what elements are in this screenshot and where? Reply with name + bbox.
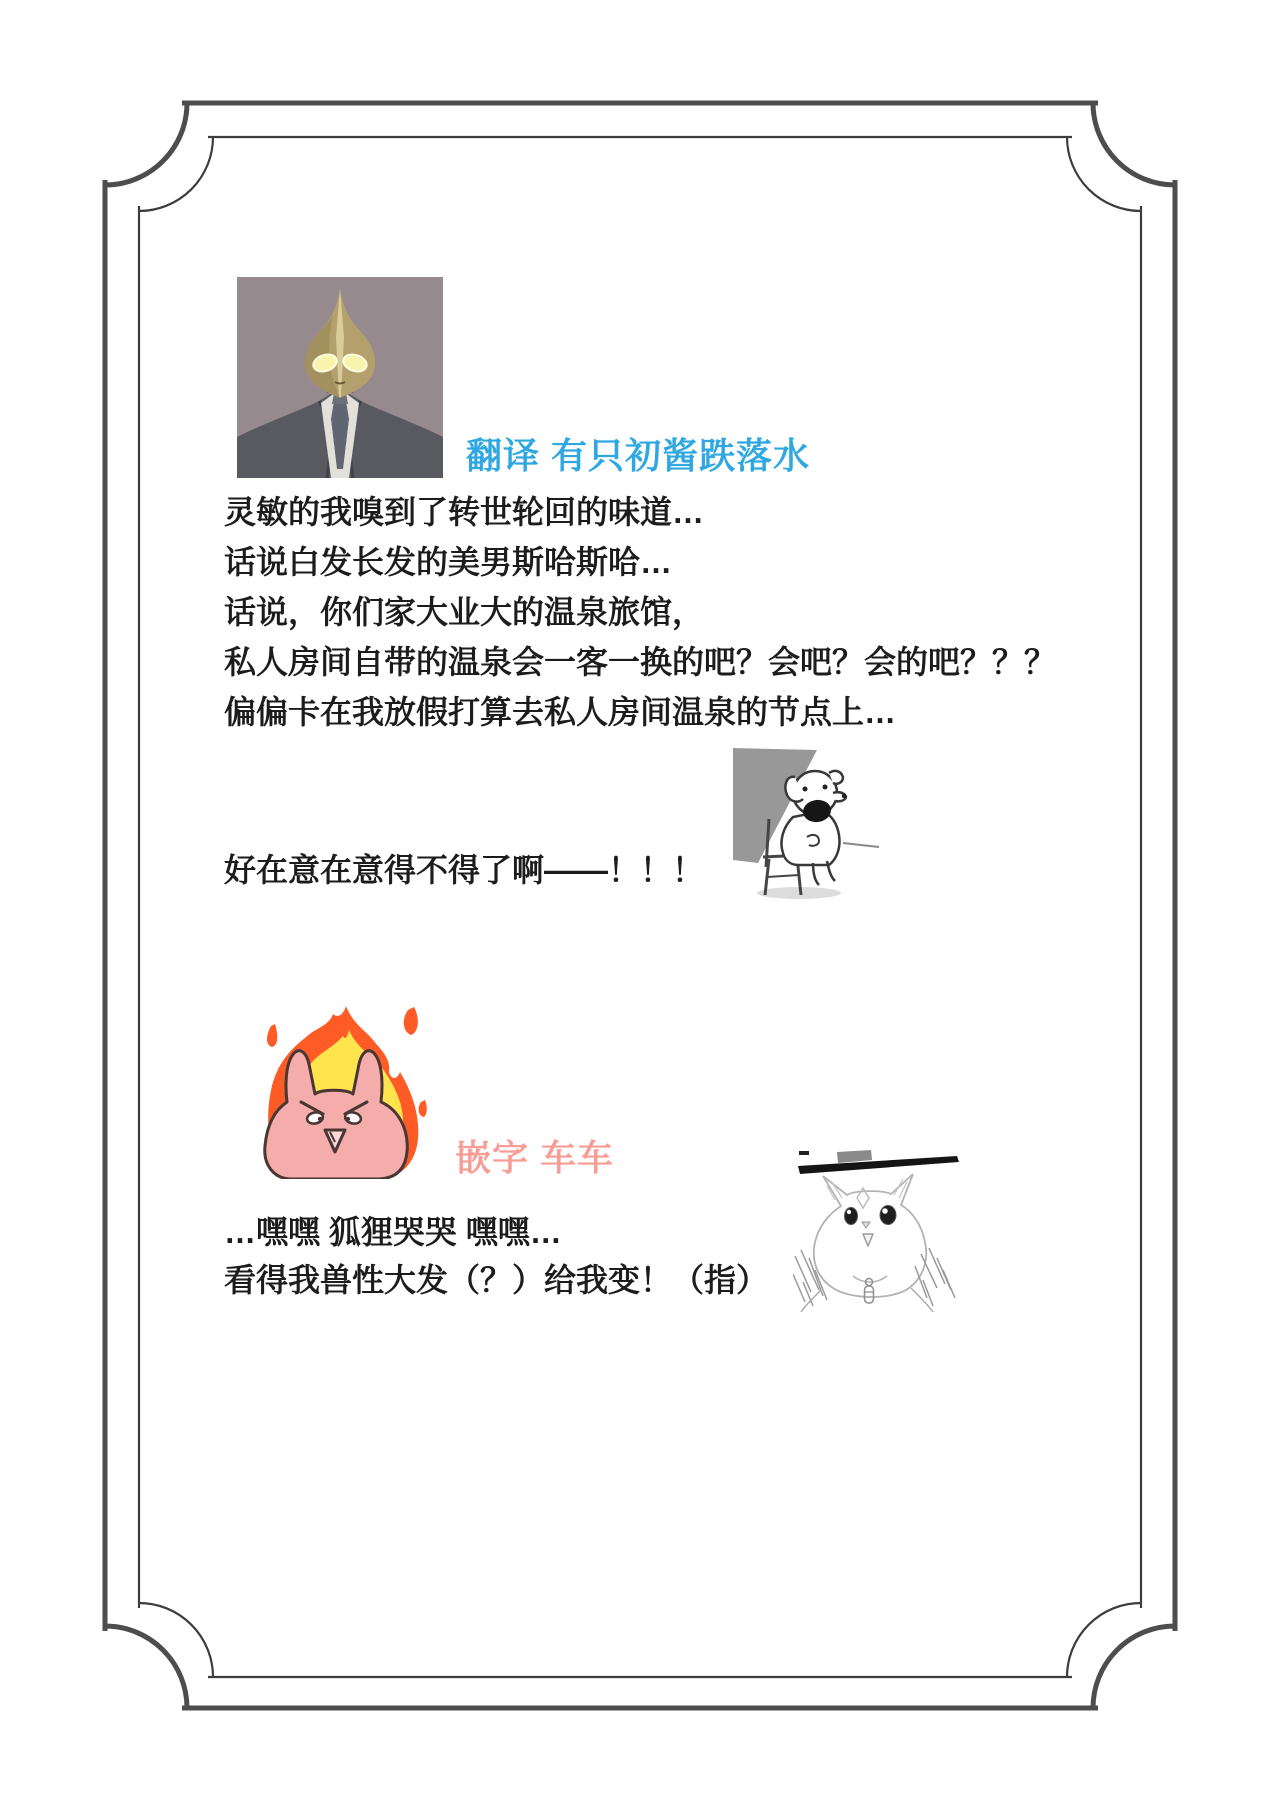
comment-line: 话说，你们家大业大的温泉旅馆， [224, 594, 705, 630]
screaming-dog-meme-image [733, 745, 885, 902]
comment-line: 看得我兽性大发（？）给我变！（指） [224, 1262, 769, 1298]
comment-line: 私人房间自带的温泉会一客一换的吧？会吧？会的吧？？？ [224, 644, 1057, 680]
typesetter-comment-block [224, 1208, 768, 1304]
fluffy-cat-meme-image [793, 1148, 959, 1313]
translator-shout-line: 好在意在意得不得了啊——！！！ [224, 852, 705, 888]
translator-credit-label: 翻译 有只初酱跌落水 [466, 435, 811, 476]
translator-comment-block [224, 487, 1056, 737]
comment-line: …嘿嘿 狐狸哭哭 嘿嘿… [224, 1214, 562, 1250]
comment-line: 灵敏的我嗅到了转世轮回的味道… [224, 494, 705, 530]
fire-bunny-avatar-image [253, 1002, 429, 1179]
comment-line: 偏偏卡在我放假打算去私人房间温泉的节点上… [224, 694, 897, 730]
comment-line: 话说白发长发的美男斯哈斯哈… [224, 544, 673, 580]
typesetter-credit-label: 嵌字 车车 [455, 1137, 615, 1178]
ultraman-avatar-image [237, 277, 443, 478]
